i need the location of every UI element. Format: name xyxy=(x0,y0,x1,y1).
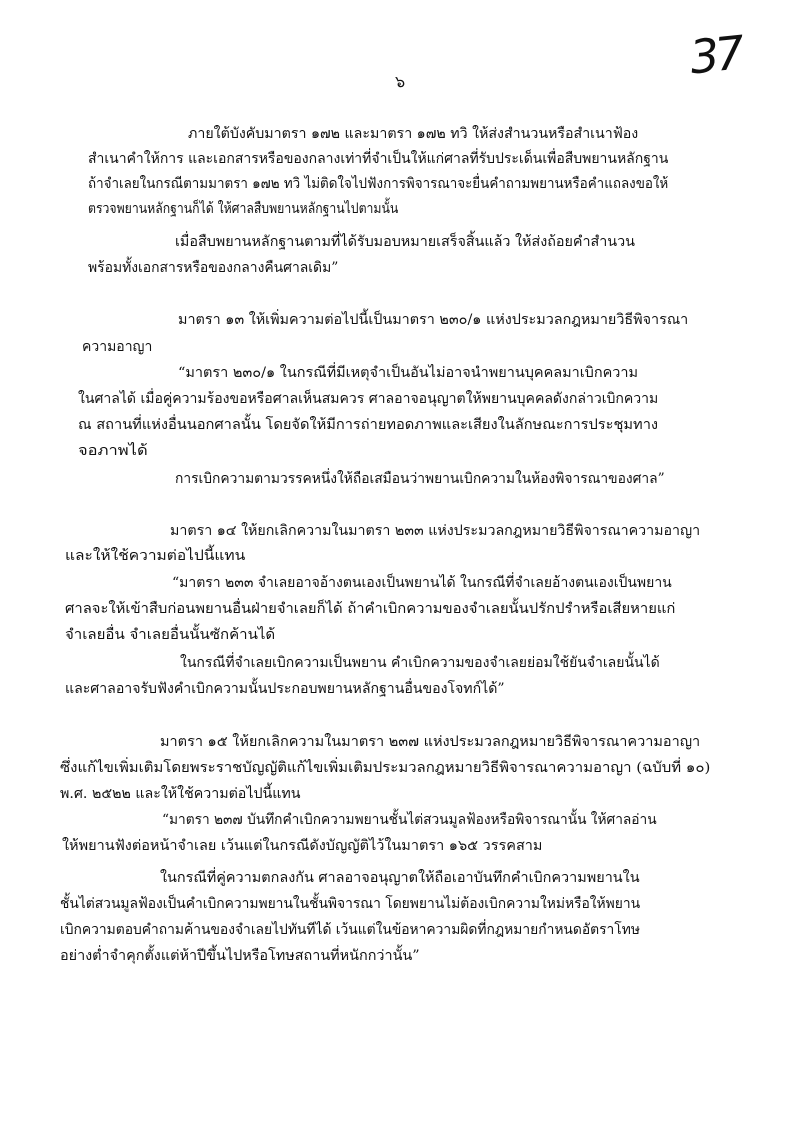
text-line: “มาตรา ๒๓๓ จำเลยอาจอ้างตนเองเป็นพยานได้ ในกรณีที่จำเลยอ้างตนเองเป็นพยาน xyxy=(172,575,672,591)
page-number: ๖ xyxy=(395,72,406,91)
text-line: ในกรณีที่คู่ความตกลงกัน ศาลอาจอนุญาตให้ถือเอาบันทึกคำเบิกความพยานใน xyxy=(160,870,640,886)
text-line: สำเนาคำให้การ และเอกสารหรือของกลางเท่าที่จำเป็นให้แก่ศาลที่รับประเด็นเพื่อสืบพยานหลักฐาน xyxy=(88,151,669,167)
text-line: ชั้นไต่สวนมูลฟ้องเป็นคำเบิกความพยานในชั้นพิจารณา โดยพยานไม่ต้องเบิกความใหม่หรือให้พยาน xyxy=(60,896,641,912)
text-line: และให้ใช้ความต่อไปนี้แทน xyxy=(65,548,246,564)
text-line: ซึ่งแก้ไขเพิ่มเติมโดยพระราชบัญญัติแก้ไขเพิ่มเติมประมวลกฎหมายวิธีพิจารณาความอาญา (ฉบับที่ ๑๐) xyxy=(60,760,711,776)
text-line: อย่างต่ำจำคุกตั้งแต่ห้าปีขึ้นไปหรือโทษสถานที่หนักกว่านั้น” xyxy=(60,948,420,964)
text-line: พร้อมทั้งเอกสารหรือของกลางคืนศาลเดิม” xyxy=(88,260,339,276)
text-line: เมื่อสืบพยานหลักฐานตามที่ได้รับมอบหมายเสร็จสิ้นแล้ว ให้ส่งถ้อยคำสำนวน xyxy=(175,234,635,250)
text-line: เบิกความตอบคำถามค้านของจำเลยไปทันทีได้ เว้นแต่ในข้อหาความผิดที่กฎหมายกำหนดอัตราโทษ xyxy=(60,922,640,938)
text-line: ความอาญา xyxy=(82,339,153,355)
text-line: ให้พยานฟังต่อหน้าจำเลย เว้นแต่ในกรณีดังบัญญัติไว้ในมาตรา ๑๖๕ วรรคสาม xyxy=(62,838,543,854)
text-line: ถ้าจำเลยในกรณีตามมาตรา ๑๗๒ ทวิ ไม่ติดใจไปฟังการพิจารณาจะยื่นคำถามพยานหรือคำแถลงขอให้ xyxy=(88,176,669,192)
text-line: “มาตรา ๒๓๗ บันทึกคำเบิกความพยานชั้นไต่สวนมูลฟ้องหรือพิจารณานั้น ให้ศาลอ่าน xyxy=(162,812,657,828)
text-line: พ.ศ. ๒๕๒๒ และให้ใช้ความต่อไปนี้แทน xyxy=(60,786,301,802)
text-line: มาตรา ๑๔ ให้ยกเลิกความในมาตรา ๒๓๓ แห่งประมวลกฎหมายวิธีพิจารณาความอาญา xyxy=(170,523,701,539)
text-line: ตรวจพยานหลักฐานก็ได้ ให้ศาลสืบพยานหลักฐานไปตามนั้น xyxy=(88,201,399,217)
text-line: และศาลอาจรับฟังคำเบิกความนั้นประกอบพยานหลักฐานอื่นของโจทก์ได้” xyxy=(65,681,505,697)
text-line: จำเลยอื่น จำเลยอื่นนั้นซักค้านได้ xyxy=(65,627,276,643)
handwritten-page-mark: 37 xyxy=(687,25,744,85)
text-line: ภายใต้บังคับมาตรา ๑๗๒ และมาตรา ๑๗๒ ทวิ ให้ส่งสำนวนหรือสำเนาฟ้อง xyxy=(188,126,639,142)
text-line: “มาตรา ๒๓๐/๑ ในกรณีที่มีเหตุจำเป็นอันไม่อาจนำพยานบุคคลมาเบิกความ xyxy=(178,365,639,381)
text-line: ณ สถานที่แห่งอื่นนอกศาลนั้น โดยจัดให้มีการถ่ายทอดภาพและเสียงในลักษณะการประชุมทาง xyxy=(78,417,659,433)
text-line: ในศาลได้ เมื่อคู่ความร้องขอหรือศาลเห็นสมควร ศาลอาจอนุญาตให้พยานบุคคลดังกล่าวเบิกความ xyxy=(78,391,659,407)
text-line: ในกรณีที่จำเลยเบิกความเป็นพยาน คำเบิกความของจำเลยย่อมใช้ยันจำเลยนั้นได้ xyxy=(180,655,660,671)
text-line: จอภาพได้ xyxy=(78,443,148,459)
text-line: มาตรา ๑๕ ให้ยกเลิกความในมาตรา ๒๓๗ แห่งประมวลกฎหมายวิธีพิจารณาความอาญา xyxy=(160,734,701,750)
text-line: การเบิกความตามวรรคหนึ่งให้ถือเสมือนว่าพยานเบิกความในห้องพิจารณาของศาล” xyxy=(175,471,665,487)
text-line: ศาลจะให้เข้าสืบก่อนพยานอื่นฝ่ายจำเลยก็ได้ ถ้าคำเบิกความของจำเลยนั้นปรักปรำหรือเสียหายแก่ xyxy=(65,601,676,617)
text-line: มาตรา ๑๓ ให้เพิ่มความต่อไปนี้เป็นมาตรา ๒๓๐/๑ แห่งประมวลกฎหมายวิธีพิจารณา xyxy=(178,312,689,328)
